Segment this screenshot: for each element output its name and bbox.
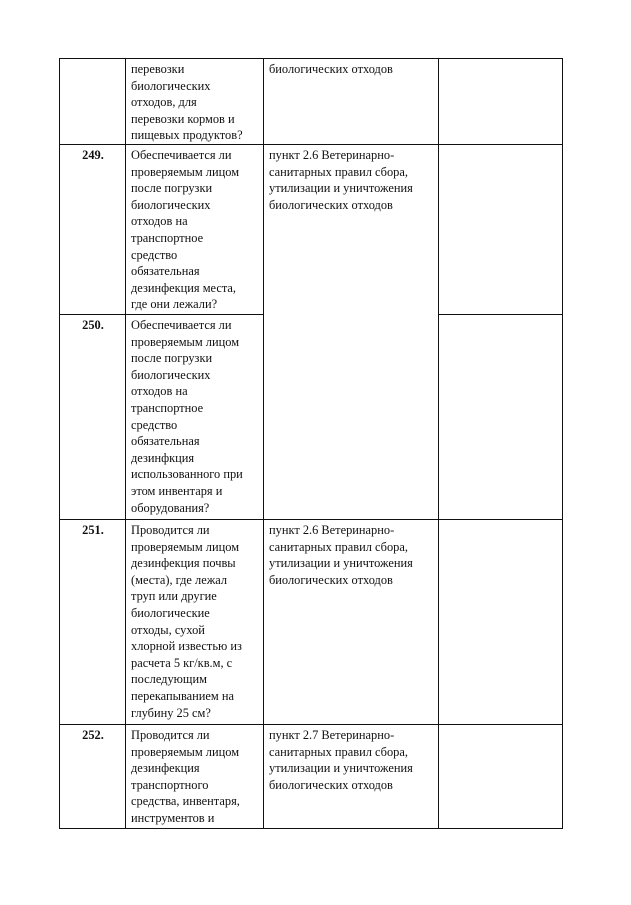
requirements-table — [59, 58, 563, 829]
reference-cell: пункт 2.6 Ветеринарно- санитарных правил сбора, утилизации и уничтожения биологических отходов — [264, 145, 439, 520]
note-cell — [439, 520, 563, 725]
row-number: 252. — [60, 725, 126, 829]
table-row — [60, 520, 563, 725]
row-number — [60, 59, 126, 145]
question-cell: перевозки биологических отходов, для перевозки кормов и пищевых продуктов? — [126, 59, 264, 145]
row-number: 250. — [60, 315, 126, 520]
reference-cell: биологических отходов — [264, 59, 439, 145]
question-cell: Обеспечивается ли проверяемым лицом после погрузки биологических отходов на транспортное средство обязательная дезинфкция использованного при этом инвентаря и оборудования? — [126, 315, 264, 520]
note-cell — [439, 145, 563, 315]
table-row — [60, 725, 563, 829]
note-cell — [439, 59, 563, 145]
reference-cell: пункт 2.7 Ветеринарно- санитарных правил сбора, утилизации и уничтожения биологических отходов — [264, 725, 439, 829]
question-cell: Проводится ли проверяемым лицом дезинфекция транспортного средства, инвентаря, инструментов и — [126, 725, 264, 829]
reference-cell: пункт 2.6 Ветеринарно- санитарных правил сбора, утилизации и уничтожения биологических отходов — [264, 520, 439, 725]
table-row — [60, 145, 563, 315]
row-number: 251. — [60, 520, 126, 725]
question-cell: Проводится ли проверяемым лицом дезинфекция почвы (места), где лежал труп или другие биологические отходы, сухой хлорной известью из расчета 5 кг/кв.м, с последующим перекапыванием на глубину 25 см? — [126, 520, 264, 725]
question-cell: Обеспечивается ли проверяемым лицом после погрузки биологических отходов на транспортное средство обязательная дезинфекция места, где они лежали? — [126, 145, 264, 315]
table-row — [60, 59, 563, 145]
note-cell — [439, 315, 563, 520]
note-cell — [439, 725, 563, 829]
row-number: 249. — [60, 145, 126, 315]
